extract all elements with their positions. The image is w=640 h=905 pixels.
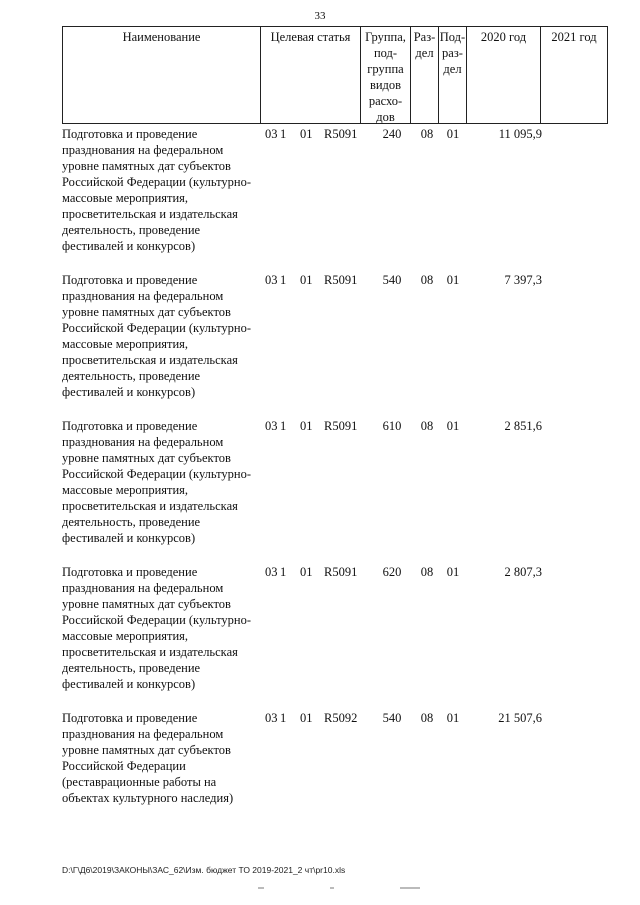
code-direction: R5091 xyxy=(324,127,358,141)
header-expense-group-line: дов xyxy=(376,110,395,124)
section: 08 xyxy=(420,273,434,287)
table-row xyxy=(62,562,608,708)
subsection: 01 xyxy=(446,711,460,725)
header-year-2021: 2021 год xyxy=(551,30,597,44)
row-name-line: Подготовка и проведение xyxy=(62,273,198,287)
row-name-line: празднования на федеральном xyxy=(62,727,224,741)
row-name xyxy=(62,126,260,254)
row-name-line: Российской Федерации (культурно- xyxy=(62,613,252,627)
code-program: 03 xyxy=(265,419,278,433)
row-name-line: массовые мероприятия, xyxy=(62,337,189,351)
code-program: 03 xyxy=(265,565,278,579)
row-name-line: Российской Федерации (культурно- xyxy=(62,321,252,335)
subsection: 01 xyxy=(446,273,460,287)
footer-scan-marks xyxy=(0,884,640,892)
header-year-2020: 2020 год xyxy=(467,27,541,123)
row-name-line: массовые мероприятия, xyxy=(62,629,189,643)
header-target-article: Целевая статья xyxy=(261,27,361,123)
code-direction: R5091 xyxy=(324,273,358,287)
row-name xyxy=(62,564,260,692)
row-name-line: деятельность, проведение xyxy=(62,369,201,383)
code-main-event: 01 xyxy=(300,565,313,579)
header-subsection-line: раз- xyxy=(442,46,463,60)
row-name xyxy=(62,418,260,546)
subsection: 01 xyxy=(446,565,460,579)
row-name-line: уровне памятных дат субъектов xyxy=(62,743,231,757)
header-section xyxy=(411,27,439,123)
row-name-line: просветительская и издательская xyxy=(62,353,238,367)
expense-group: 610 xyxy=(382,419,402,433)
table-header xyxy=(62,26,608,124)
row-name-line: празднования на федеральном xyxy=(62,435,224,449)
row-name-line: фестивалей и конкурсов) xyxy=(62,385,196,399)
code-subprogram: 1 xyxy=(280,711,287,725)
row-name-line: просветительская и издательская xyxy=(62,645,238,659)
amount-2020: 7 397,3 xyxy=(504,273,542,287)
code-subprogram: 1 xyxy=(280,127,287,141)
row-name-line: Подготовка и проведение xyxy=(62,127,198,141)
code-direction: R5092 xyxy=(324,711,358,725)
section: 08 xyxy=(420,565,434,579)
expense-group: 540 xyxy=(382,273,402,287)
row-name-line: празднования на федеральном xyxy=(62,581,224,595)
scan-mark xyxy=(400,887,420,889)
amount-2020: 2 807,3 xyxy=(504,565,542,579)
row-name-line: (реставрационные работы на xyxy=(62,775,217,789)
row-name-line: деятельность, проведение xyxy=(62,515,201,529)
expense-group: 240 xyxy=(382,127,402,141)
row-name-line: массовые мероприятия, xyxy=(62,191,189,205)
amount-2020: 11 095,9 xyxy=(498,127,542,141)
subsection: 01 xyxy=(446,419,460,433)
row-name-line: празднования на федеральном xyxy=(62,143,224,157)
header-subsection-line: дел xyxy=(443,62,462,76)
page-number: 33 xyxy=(314,10,326,22)
table-row xyxy=(62,270,608,416)
code-main-event: 01 xyxy=(300,127,313,141)
section: 08 xyxy=(420,711,434,725)
code-direction: R5091 xyxy=(324,419,358,433)
row-name-line: уровне памятных дат субъектов xyxy=(62,597,231,611)
row-name-line: уровне памятных дат субъектов xyxy=(62,451,231,465)
code-direction: R5091 xyxy=(324,565,358,579)
row-name-line: фестивалей и конкурсов) xyxy=(62,239,196,253)
row-name-line: деятельность, проведение xyxy=(62,223,201,237)
header-expense-group-line: расхо- xyxy=(368,94,403,108)
footer-file-path: D:\Г\Д6\2019\ЗАКОНЫ\ЗАС_62\Изм. бюджет ТО 2019-2021_2 чт\pr10.xls xyxy=(62,865,346,875)
header-section-line: Раз- xyxy=(413,30,436,44)
row-name-line: фестивалей и конкурсов) xyxy=(62,531,196,545)
code-subprogram: 1 xyxy=(280,419,287,433)
row-name-line: уровне памятных дат субъектов xyxy=(62,159,231,173)
code-program: 03 xyxy=(265,127,278,141)
scan-mark xyxy=(258,887,264,889)
header-expense-group xyxy=(361,27,411,123)
section: 08 xyxy=(420,419,434,433)
row-name-line: Подготовка и проведение xyxy=(62,565,198,579)
row-name-line: просветительская и издательская xyxy=(62,207,238,221)
header-expense-group-line: под- xyxy=(373,46,398,60)
row-name-line: массовые мероприятия, xyxy=(62,483,189,497)
code-program: 03 xyxy=(265,711,278,725)
amount-2020: 2 851,6 xyxy=(504,419,542,433)
code-subprogram: 1 xyxy=(280,273,287,287)
row-name-line: празднования на федеральном xyxy=(62,289,224,303)
header-expense-group-line: видов xyxy=(369,78,402,92)
row-name-line: Российской Федерации xyxy=(62,759,186,773)
header-expense-group-line: Группа, xyxy=(365,30,406,44)
scan-mark xyxy=(330,887,334,889)
code-main-event: 01 xyxy=(300,711,313,725)
header-subsection xyxy=(439,27,467,123)
code-main-event: 01 xyxy=(300,273,313,287)
row-name-line: фестивалей и конкурсов) xyxy=(62,677,196,691)
row-name xyxy=(62,710,260,806)
row-name-line: уровне памятных дат субъектов xyxy=(62,305,231,319)
row-name-line: Российской Федерации (культурно- xyxy=(62,175,252,189)
row-name-line: деятельность, проведение xyxy=(62,661,201,675)
row-name-line: объектах культурного наследия) xyxy=(62,791,234,805)
table-row xyxy=(62,124,608,270)
header-section-line: дел xyxy=(415,46,434,60)
row-name-line: Подготовка и проведение xyxy=(62,419,198,433)
row-name-line: просветительская и издательская xyxy=(62,499,238,513)
amount-2020: 21 507,6 xyxy=(498,711,542,725)
subsection: 01 xyxy=(446,127,460,141)
code-program: 03 xyxy=(265,273,278,287)
header-expense-group-line: группа xyxy=(367,62,404,76)
expense-group: 620 xyxy=(382,565,402,579)
expense-group: 540 xyxy=(382,711,402,725)
code-main-event: 01 xyxy=(300,419,313,433)
row-name-line: Подготовка и проведение xyxy=(62,711,198,725)
header-subsection-line: Под- xyxy=(439,30,466,44)
table-row xyxy=(62,416,608,562)
section: 08 xyxy=(420,127,434,141)
header-name: Наименование xyxy=(63,27,261,123)
row-name-line: Российской Федерации (культурно- xyxy=(62,467,252,481)
table-row xyxy=(62,708,608,818)
code-subprogram: 1 xyxy=(280,565,287,579)
table-body xyxy=(62,124,608,818)
row-name xyxy=(62,272,260,400)
